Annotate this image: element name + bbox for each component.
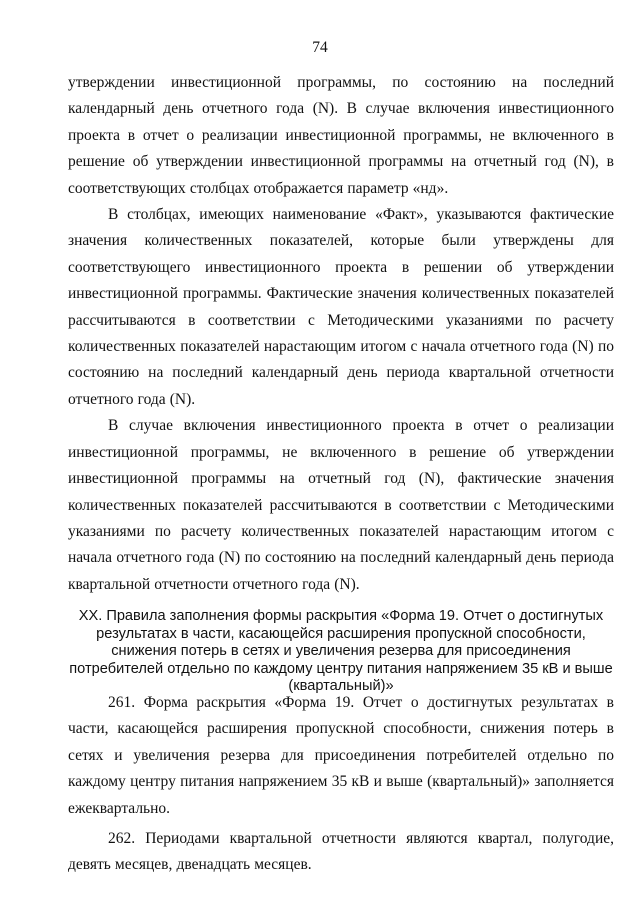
item-261: 261. Форма раскрытия «Форма 19. Отчет о достигнутых результатах в части, касающейся расширения пропускной способности, снижения потерь в сетях и увеличения резерва для присоединения потребителей отдельно по каждому центру питания напряжением 35 кВ и выше (квартальный)» заполняется ежеквартально. — [68, 694, 614, 817]
body-text — [68, 70, 614, 598]
item-262: 262. Периодами квартальной отчетности являются квартал, полугодие, девять месяцев, двенадцать месяцев. — [68, 830, 614, 874]
section-body — [68, 690, 614, 879]
paragraph-fact-columns: В столбцах, имеющих наименование «Факт», указываются фактические значения количественных показателей, которые были утверждены для соответствующего инвестиционного проекта в решении об утверждении инвестиционной программы. Фактические значения количественных показателей рассчитываются в соответствии с Методическими указаниями по расчету количественных показателей нарастающим итогом с начала отчетного года (N) по состоянию на последний календарный день периода квартальной отчетности отчетного года (N). — [68, 206, 614, 408]
page-number: 74 — [312, 39, 328, 56]
paragraph-continuation: утверждении инвестиционной программы, по состоянию на последний календарный день отчетного года (N). В случае включения инвестиционного проекта в отчет о реализации инвестиционной программы, не включенного в решение об утверждении инвестиционной программы на отчетный год (N), в соответствующих столбцах отображается параметр «нд». — [68, 74, 614, 197]
paragraph-project-inclusion: В случае включения инвестиционного проекта в отчет о реализации инвестиционной программы, не включенного в решение об утверждении инвестиционной программы на отчетный год (N), фактические значения количественных показателей рассчитываются в соответствии с Методическими указаниями по расчету количественных показателей нарастающим итогом с начала отчетного года (N) по состоянию на последний календарный день периода квартальной отчетности отчетного года (N). — [68, 417, 614, 593]
section-heading: XX. Правила заполнения формы раскрытия «Форма 19. Отчет о достигнутых результатах в части, касающейся расширения пропускной способности, снижения потерь в сетях и увеличения резерва для присоединения потребителей отдельно по каждому центру питания напряжением 35 кВ и выше (квартальный)» — [69, 608, 613, 695]
